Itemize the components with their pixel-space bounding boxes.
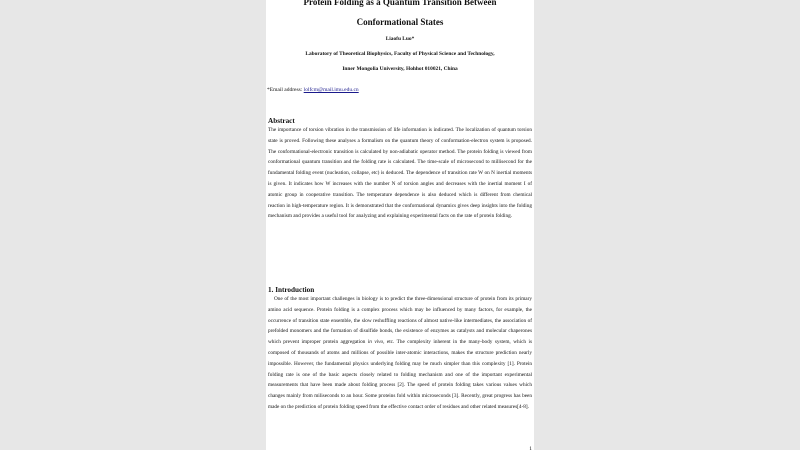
intro-italic-phrase: in vivo <box>367 339 384 346</box>
intro-text-part-2: , etc. The complexity inherent in the many-body system, which is composed of thousands of atoms and millions of possible inter-atomic interactions, makes the structure prediction nearly impossible. However, the fundamental physics underlying folding may be much simpler than this complexity [1]. Protein folding rate is one of the basic aspects closely related to folding mechanism and one of the important experimental measurements that have been made about folding process [2]. The speed of protein folding takes various values which changes mainly from miliseconds to an hour. Some proteins fold within microseconds [3]. Recently, great progress has been made on the prediction of protein folding speed from the effective contact order of residues and other related measures[4-8]. <box>268 339 533 410</box>
introduction-heading: 1. Introduction <box>268 286 315 294</box>
affiliation-line-2: Inner Mongolia University, Hohhot 010021, China <box>342 66 458 72</box>
email-link[interactable]: lolfcm@mail.imu.edu.cn <box>303 87 359 93</box>
paper-page <box>266 0 534 450</box>
intro-text-part-1: One of the most important challenges in biology is to predict the three-dimensional structure of protein from its primary amino acid sequence. Protein folding is a complex process which may be influenced by many factors, for example, the occurrence of transition state ensemble, the slow reshuffling reactions of almost native-like intermediates, the association of prefolded monomers and the formation of disulfide bonds, the existence of enzymes as catalysts and molecular chaperones which prevent improper protein aggregation <box>268 296 532 346</box>
introduction-text <box>268 294 532 413</box>
abstract-heading: Abstract <box>268 117 295 125</box>
email-label: *Email address: <box>267 87 303 93</box>
affiliation-line-1: Laboratory of Theoretical Biophysics, Faculty of Physical Science and Technology, <box>305 51 495 57</box>
page-number: 1 <box>529 446 532 450</box>
paper-title-line-1: Protein Folding as a Quantum Transition Between <box>303 0 497 7</box>
email-line <box>267 88 359 94</box>
abstract-text: The importance of torsion vibration in the transmission of life information is indicated. The localization of quantum torsion state is proved. Following these analyses a formalism on the quantum theory of conformation-electron system is proposed. The conformational-electronic transition is calculated by non-adiabatic operator method. The protein folding is viewed from conformational quantum transition and the folding rate is calculated. The time-scale of microsecond to millisecond for the fundamental folding event (nucleation, collapse, etc) is deduced. The dependence of transition rate W on N inertial moments is given. It indicates how W increases with the number N of torsion angles and decreases with the inertial moment I of atomic group in cooperative transition. The temperature dependence is also deduced which is different from chemical reaction in high-temperature region. It is demonstrated that the conformational dynamics gives deep insights into the folding mechanism and provides a useful tool for analyzing and explaining experimental facts on the rate of protein folding. <box>268 127 532 220</box>
author-name: Liaofu Luo* <box>385 36 415 42</box>
paper-title-line-2: Conformational States <box>356 17 444 27</box>
